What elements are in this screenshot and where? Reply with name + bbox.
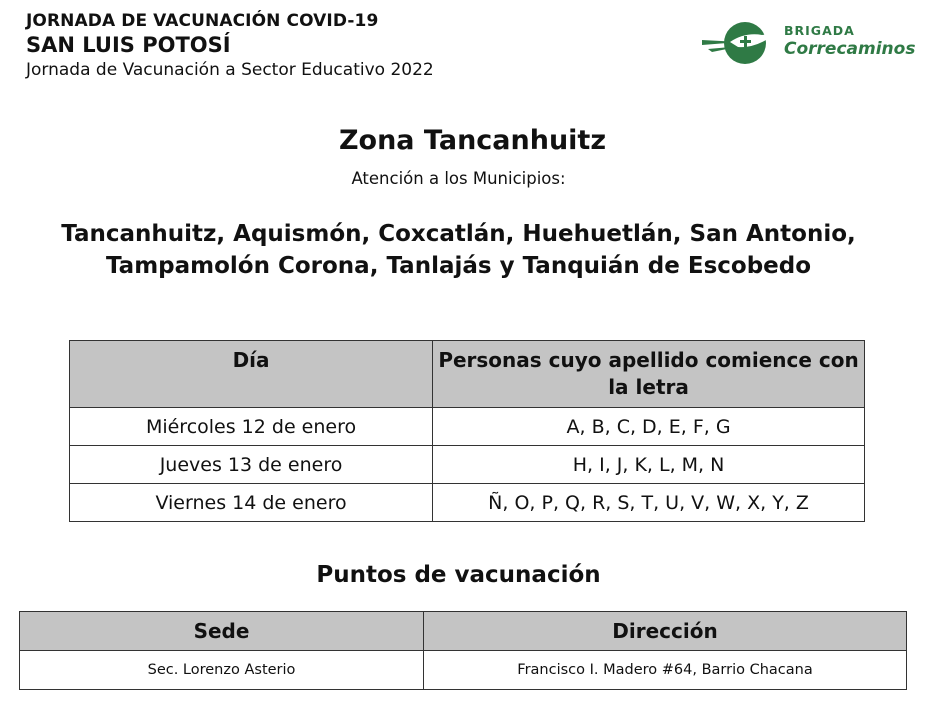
table-row xyxy=(70,408,865,446)
logo-brigada-text: BRIGADA xyxy=(784,23,855,38)
table-row xyxy=(70,484,865,522)
sites-header-row xyxy=(20,612,907,651)
municipios-list xyxy=(0,218,917,282)
cell-day: Viernes 14 de enero xyxy=(70,484,433,522)
table-row xyxy=(20,651,907,690)
cell-letters: Ñ, O, P, Q, R, S, T, U, V, W, X, Y, Z xyxy=(433,484,865,522)
cell-direccion: Francisco I. Madero #64, Barrio Chacana xyxy=(424,651,907,690)
cell-day: Jueves 13 de enero xyxy=(70,446,433,484)
zona-title: Zona Tancanhuitz xyxy=(338,125,607,156)
table-row xyxy=(70,446,865,484)
municipios-line-2: Tampamolón Corona, Tanlajás y Tanquián de Escobedo xyxy=(105,253,812,279)
cell-day: Miércoles 12 de enero xyxy=(70,408,433,446)
state-title: SAN LUIS POTOSÍ xyxy=(26,33,231,57)
header-sede: Sede xyxy=(20,612,424,651)
campaign-title: JORNADA DE VACUNACIÓN COVID-19 xyxy=(26,11,379,31)
header-apellido: Personas cuyo apellido comience con la letra xyxy=(433,341,865,408)
logo-correcaminos-text: Correcaminos xyxy=(784,39,916,59)
header-direccion: Dirección xyxy=(424,612,907,651)
document-header xyxy=(26,10,434,81)
brigada-correcaminos-logo xyxy=(700,18,915,70)
cell-letters: A, B, C, D, E, F, G xyxy=(433,408,865,446)
puntos-title: Puntos de vacunación xyxy=(316,562,601,588)
atencion-subtitle: Atención a los Municipios: xyxy=(351,169,566,188)
municipios-line-1: Tancanhuitz, Aquismón, Coxcatlán, Huehuetlán, San Antonio, xyxy=(61,221,856,247)
vaccination-sites-table xyxy=(19,611,907,690)
cell-letters: H, I, J, K, L, M, N xyxy=(433,446,865,484)
header-dia: Día xyxy=(70,341,433,408)
roadrunner-logo-icon xyxy=(700,18,782,70)
cell-sede: Sec. Lorenzo Asterio xyxy=(20,651,424,690)
schedule-table xyxy=(69,340,865,522)
schedule-header-row xyxy=(70,341,865,408)
campaign-subtitle: Jornada de Vacunación a Sector Educativo 2022 xyxy=(26,60,434,80)
